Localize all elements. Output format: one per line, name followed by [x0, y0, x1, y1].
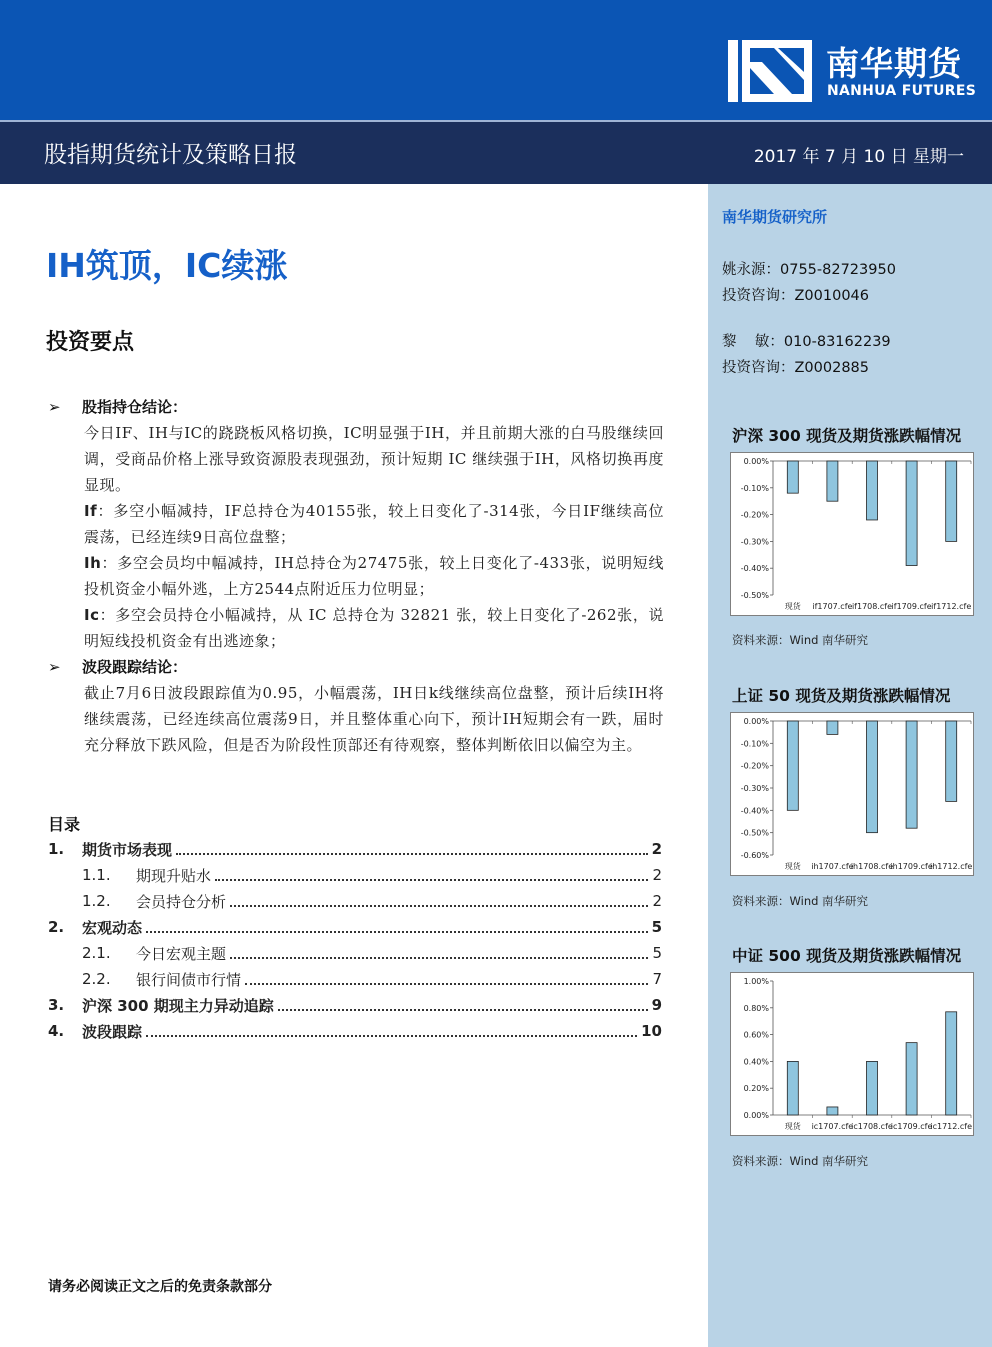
bar	[827, 461, 838, 501]
chart-source: 资料来源：Wind 南华研究	[732, 894, 869, 908]
toc-entry[interactable]	[48, 968, 662, 990]
y-tick-label: -0.20%	[740, 510, 769, 520]
x-tick-label: ih1707.cfe	[811, 862, 854, 871]
y-tick-label: -0.20%	[740, 761, 769, 771]
x-tick-label: 现货	[784, 862, 801, 871]
chart-source: 资料来源：Wind 南华研究	[732, 633, 869, 647]
if-label: If	[84, 502, 98, 520]
toc-label: 期货市场表现	[82, 840, 173, 859]
report-date: 2017 年 7 月 10 日 星期一	[753, 147, 964, 167]
y-tick-label: 0.00%	[743, 1111, 769, 1120]
headline: IH筑顶，IC续涨	[46, 246, 288, 285]
x-tick-label: ic1708.cfe	[851, 1122, 893, 1131]
ic-text: ：多空会员持仓小幅减持，从 IC 总持仓为 32821 张，较上日变化了-262张，说明短线投机资金有出逃迹象；	[84, 606, 664, 650]
brand-name-en: NANHUA FUTURES	[827, 83, 977, 99]
toc-page-number: 5	[651, 918, 662, 936]
toc-number: 1.1.	[82, 866, 111, 884]
y-tick-label: -0.50%	[740, 828, 769, 838]
x-tick-label: ih1712.cfe	[930, 862, 973, 871]
arrow-bullet-icon: ➢	[48, 658, 61, 676]
toc-leader-dots	[245, 973, 648, 985]
bar	[787, 1061, 798, 1115]
x-tick-label: if1712.cfe	[931, 602, 972, 611]
research-institute: 南华期货研究所	[722, 208, 828, 226]
section-title: 投资要点	[46, 330, 135, 355]
y-tick-label: 1.00%	[743, 977, 769, 986]
brand-logo	[728, 34, 988, 110]
toc-entry[interactable]	[48, 942, 662, 964]
toc-page-number: 7	[652, 970, 662, 988]
toc-page-number: 9	[651, 996, 662, 1014]
analyst-license-1: 投资咨询：Z0010046	[722, 288, 870, 304]
bar	[906, 721, 917, 828]
analyst-license-2: 投资咨询：Z0002885	[722, 360, 870, 376]
y-tick-label: -0.30%	[740, 784, 769, 793]
chart-title: 上证 50 现货及期货涨跌幅情况	[732, 687, 951, 705]
x-tick-label: ic1707.cfe	[811, 1122, 854, 1131]
toc-leader-dots	[230, 895, 648, 907]
toc-label: 宏观动态	[82, 918, 143, 937]
bar	[906, 1043, 917, 1115]
chart-plot-area	[730, 452, 974, 616]
toc-page-number: 10	[641, 1022, 662, 1040]
bar	[867, 1061, 878, 1115]
header-band	[0, 0, 992, 120]
bullet-position-conclusion	[48, 396, 187, 417]
nanhua-logo-icon	[728, 34, 816, 106]
toc-label: 银行间债市行情	[136, 970, 242, 989]
analyst-contact-1: 姚永源：0755-82723950	[722, 262, 896, 278]
toc-page-number: 2	[652, 892, 662, 910]
disclaimer-note: 请务必阅读正文之后的免责条款部分	[48, 1279, 272, 1295]
bar	[787, 721, 798, 810]
bar	[906, 461, 917, 566]
y-tick-label: 0.40%	[743, 1057, 769, 1067]
bullet-wave-tracking	[48, 656, 187, 677]
toc-leader-dots	[278, 999, 648, 1011]
arrow-bullet-icon: ➢	[48, 398, 61, 416]
y-tick-label: -0.10%	[740, 483, 769, 493]
bar	[946, 461, 957, 541]
toc-leader-dots	[230, 947, 648, 959]
analyst-contact-2: 黎 敏：010-83162239	[722, 334, 891, 350]
toc-label: 会员持仓分析	[136, 892, 227, 911]
toc-leader-dots	[146, 921, 648, 933]
if-text: ：多空小幅减持，IF总持仓为40155张，较上日变化了-314张，今日IF继续高位震荡，已经连续9日高位盘整；	[84, 502, 664, 546]
toc-label: 今日宏观主题	[136, 944, 227, 963]
ic-label: Ic	[84, 606, 100, 624]
x-tick-label: ic1709.cfe	[890, 1122, 933, 1131]
bullet-title: 波段跟踪结论：	[82, 658, 188, 676]
chart-plot-area	[730, 972, 974, 1136]
ih-label: Ih	[84, 554, 102, 572]
position-intro: 今日IF、IH与IC的跷跷板风格切换，IC明显强于IH，并且前期大涨的白马股继续回调，受商品价格上涨导致资源股表现强劲，预计短期 IC 继续强于IH，风格切换再度显现。	[84, 424, 664, 494]
y-tick-label: 0.60%	[743, 1030, 769, 1040]
toc-number: 2.2.	[82, 970, 111, 988]
y-tick-label: 0.00%	[743, 717, 769, 726]
y-tick-label: 0.00%	[743, 457, 769, 466]
x-tick-label: ih1709.cfe	[890, 862, 933, 871]
toc-leader-dots	[176, 843, 648, 855]
x-tick-label: 现货	[784, 1122, 801, 1131]
toc-page-number: 2	[652, 866, 662, 884]
y-tick-label: 0.80%	[743, 1003, 769, 1013]
toc-entry[interactable]	[48, 838, 662, 860]
toc-number: 2.	[48, 918, 65, 936]
toc-entry[interactable]	[48, 1020, 662, 1042]
x-tick-label: ic1712.cfe	[930, 1122, 973, 1131]
toc-label: 沪深 300 期现主力异动追踪	[82, 996, 274, 1015]
toc-number: 1.2.	[82, 892, 111, 910]
toc-number: 1.	[48, 840, 65, 858]
toc-entry[interactable]	[48, 890, 662, 912]
bar	[787, 461, 798, 493]
y-tick-label: 0.20%	[743, 1084, 769, 1094]
toc-number: 3.	[48, 996, 65, 1014]
y-tick-label: -0.10%	[740, 739, 769, 749]
toc-entry[interactable]	[48, 916, 662, 938]
y-tick-label: -0.40%	[740, 564, 769, 574]
bar	[827, 721, 838, 734]
x-tick-label: 现货	[784, 602, 801, 611]
toc-number: 4.	[48, 1022, 65, 1040]
x-tick-label: if1708.cfe	[851, 602, 893, 611]
x-tick-label: if1707.cfe	[812, 602, 853, 611]
toc-label: 期现升贴水	[136, 866, 212, 885]
chart-plot-area	[730, 712, 974, 876]
report-title-bar	[0, 120, 992, 184]
toc-leader-dots	[146, 1025, 637, 1037]
y-tick-label: -0.30%	[740, 537, 769, 547]
toc-entry[interactable]	[48, 864, 662, 886]
position-conclusion-text	[84, 420, 664, 654]
chart-title: 中证 500 现货及期货涨跌幅情况	[732, 947, 962, 965]
bar	[946, 721, 957, 801]
bar	[867, 721, 878, 833]
chart-title: 沪深 300 现货及期货涨跌幅情况	[732, 427, 962, 445]
ih-text: ：多空会员均中幅减持，IH总持仓为27475张，较上日变化了-433张，说明短线投机资金小幅外逃，上方2544点附近压力位明显；	[84, 554, 664, 598]
toc-entry[interactable]	[48, 994, 662, 1016]
report-title: 股指期货统计及策略日报	[44, 142, 297, 168]
x-tick-label: if1709.cfe	[891, 602, 932, 611]
y-tick-label: -0.50%	[740, 591, 769, 600]
toc-number: 2.1.	[82, 944, 111, 962]
brand-name-cn: 南华期货	[826, 44, 962, 83]
toc-page-number: 2	[651, 840, 662, 858]
y-tick-label: -0.40%	[740, 806, 769, 816]
bar	[946, 1012, 957, 1115]
toc-page-number: 5	[652, 944, 662, 962]
y-tick-label: -0.60%	[740, 851, 769, 860]
chart-source: 资料来源：Wind 南华研究	[732, 1154, 869, 1168]
bar	[827, 1107, 838, 1115]
bar	[867, 461, 878, 520]
x-tick-label: ih1708.cfe	[850, 862, 894, 871]
toc-label: 波段跟踪	[82, 1022, 143, 1041]
wave-tracking-text: 截止7月6日波段跟踪值为0.95，小幅震荡，IH日k线继续高位盘整，预计后续IH将继续震荡，已经连续高位震荡9日，并且整体重心向下，预计IH短期会有一跌，届时充分释放下跌风险，但是否为阶段性顶部还有待观察，整体判断依旧以偏空为主。	[84, 684, 664, 754]
toc-title: 目录	[48, 815, 81, 834]
bullet-title: 股指持仓结论：	[82, 398, 188, 416]
toc-leader-dots	[215, 869, 648, 881]
